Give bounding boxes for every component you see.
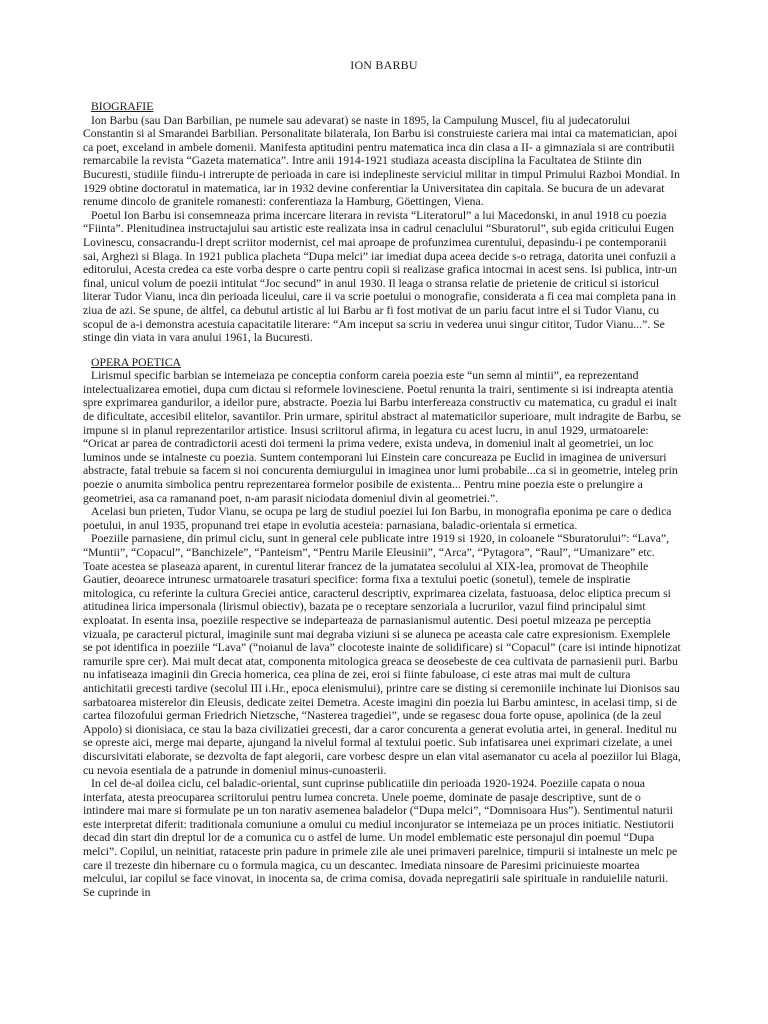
- paragraph: Acelasi bun prieten, Tudor Vianu, se ocupa pe larg de studiul poeziei lui Ion Barbu, in monografia eponima pe care o dedica poetului, in anul 1935, propunand trei etape in evolutia acesteia: parnasiana, baladic-orientala si ermetica.: [83, 505, 672, 532]
- section-biografie: [83, 100, 681, 345]
- paragraph: Lirismul specific barbian se intemeiaza pe conceptia conform careia poezia este “un semn al mintii”, ea reprezentand intelectualizarea emotiei, dupa cum dictau si reformele lovinesciene. Poetul renunta la trairi, sentimente si isi indreapta atentia spre exprimarea gandurilor, a ideilor pure, abstracte. Poezia lui Barbu interfereaza constructiv cu matematica, cu gradul ei inalt de dificultate, accesibil elitelor, savantilor. Prin urmare, spiritul abstract al matematicilor superioare, mult indragite de Barbu, se impune si in planul reprezentarilor artistice. Insusi scriitorul afirma, in legatura cu acest lucru, in anul 1929, urmatoarele: “Oricat ar parea de contradictorii acesti doi termeni la prima vedere, exista undeva, in domeniul inalt al geometriei, un loc luminos unde se intalneste cu poezia. Suntem contemporani lui Einstein care concureaza pe Euclid in imaginea de universuri abstracte, fatal trebuie sa facem si noi concurenta demiurgului in imaginea unor lumi probabile...ca si in geometrie, inteleg prin poezie o anumita simbolica pentru reprezentarea formelor posibile de existenta... Pentru mine poezia este o prelungire a geometriei, asa ca ramanand poet, n-am parasit niciodata domeniul divin al geometriei.”.: [83, 369, 681, 505]
- document-title: ION BARBU: [350, 58, 418, 72]
- section-opera-poetica: [83, 356, 681, 900]
- section-spacer: [83, 345, 681, 356]
- paragraph: Poetul Ion Barbu isi consemneaza prima incercare literara in revista “Literatorul” a lui Macedonski, in anul 1918 cu poezia “Fiinta”. Plenitudinea instructajului sau artistic este realizata insa in cadrul cenaclului “Sburatorul”, sub egida criticului Eugen Lovinescu, consacrandu-l drept scriitor modernist, cel mai aproape de profunzimea curentului, depasindu-i pe contemporanii sai, Arghezi si Blaga. In 1921 publica placheta “Dupa melci” iar imediat dupa aceea decide s-o retraga, datorita unei confuzii a editorului, Acesta credea ca este vorba despre o carte pentru copii si realizase grafica intocmai in acest sens. Isi publica, intr-un final, unicul volum de poezii intitulat “Joc secund” in anul 1930. Il leaga o stransa relatie de prietenie de criticul si istoricul literar Tudor Vianu, inca din perioada liceului, care ii va scrie poetului o monografie, considerata a fi cea mai completa pana in ziua de azi. Se spune, de altfel, ca debutul artistic al lui Barbu ar fi fost motivat de un pariu facut intre el si Tudor Vianu, cu scopul de a-i demonstra acestuia capacitatile literare: “Am inceput sa scriu in vederea unui singur cititor, Tudor Vianu...”. Se stinge din viata in vara anului 1961, la Bucuresti.: [83, 208, 677, 345]
- document-body: [83, 100, 681, 899]
- paragraph: Poeziile parnasiene, din primul ciclu, sunt in general cele publicate intre 1919 si 1920, in coloanele “Sburatorului”: “Lava”, “Muntii”, “Copacul”, “Banchizele”, “Panteism”, “Pentru Marile Eleusinii”, “Arca”, “Pytagora”, “Raul”, “Umanizare” etc. Toate acestea se plaseaza aparent, in curentul literar francez de la jumatatea secolului al XIX-lea, promovat de Theophile Gautier, deoarece intrunesc urmatoarele trasaturi specifice: forma fixa a textului poetic (sonetul), temele de inspiratie mitologica, cu referinte la cultura Greciei antice, caracterul descriptiv, exprimarea cizelata, fastuoasa, deloc eliptica precum si atitudinea lirica impersonala (lirismul obiectiv), bazata pe o receptare senzoriala a lucrurilor, vazul fiind principalul simt exploatat. In esenta insa, poeziile respective se indeparteaza de parnasianismul autentic. Desi poetul mizeaza pe perceptia vizuala, pe caracterul pictural, imaginile sunt mai degraba viziuni si se aluneca pe aceasta cale catre expresionism. Exemplele se pot identifica in poeziile “Lava” (“noianul de lava” clocoteste inainte de solidificare) si “Copacul” (care isi intinde hipnotizat ramurile spre cer). Mai mult decat atat, componenta mitologica greaca se deosebeste de cea cultivata de parnasienii puri. Barbu nu infatiseaza imaginii din Grecia homerica, cea plina de zei, eroi si fiinte fabuloase, ci este atras mai mult de cultura antichitatii grecesti tardive (secolul III i.Hr., epoca elenismului), printre care se disting si ceremoniile inchinate lui Dionisos sau sarbatoarea misterelor din Eleusis, dedicate zeitei Demetra. Aceste imagini din poezia lui Barbu amintesc, in acelasi timp, si de cartea filozofului german Friedrich Nietzsche, “Nasterea tragediei”, unde se regasesc doua forte opuse, apolinica (de la zeul Appolo) si dionisiaca, ce stau la baza civilizatiei grecesti, dar a caror concurenta a generat evolutia artei, in general. Ineditul nu se opreste aici, merge mai departe, ajungand la nivelul formal al textului poetic. Sub infatisarea unei exprimari cizelate, a unei discursivitati elaborate, se dezvolta de fapt alegorii, care vorbesc despre un elan vital asemanator cu acela al poeziilor lui Blaga, cu nevoia esentiala de a patrunde in domeniul minus-cunoasterii.: [83, 532, 681, 777]
- paragraph: Ion Barbu (sau Dan Barbilian, pe numele sau adevarat) se naste in 1895, la Campulung Muscel, fiu al judecatorului Constantin si al Smarandei Barbilian. Personalitate bilaterala, Ion Barbu isi construieste cariera mai intai ca matematician, apoi ca poet, exceland in ambele domenii. Manifesta aptitudini pentru matematica inca din clasa a II- a gimnaziala si are contributii remarcabile la revista “Gazeta matematica”. Intre anii 1914-1921 studiaza aceasta disciplina la Facultatea de Stiinte din Bucuresti, studiile fiindu-i intrerupte de perioada in care isi indeplineste serviciul militar in timpul Primului Razboi Mondial. In 1929 obtine doctoratul in matematica, iar in 1932 devine conferentiar la Universitatea din capitala. Se bucura de un adevarat renume dincolo de granitele romanesti: conferentiaza la Hamburg, Göettingen, Viena.: [83, 113, 680, 209]
- section-heading-opera-poetica: OPERA POETICA: [91, 355, 181, 369]
- paragraph: In cel de-al doilea ciclu, cel baladic-oriental, sunt cuprinse publicatiile din perioada 1920-1924. Poeziile capata o noua interfata, atesta preocuparea scriitorului pentru lumea concreta. Unele poeme, dominate de pasaje descriptive, sunt de o intindere mai mare si formulate pe un ton narativ asemenea baladelor (“Dupa melci”, “Domnisoara Hus”). Sentimentul naturii este interpretat diferit: traditionala comuniune a omului cu mediul inconjurator se intemeiaza pe un proces initiatic. Nestiutorii decad din start din dreptul lor de a comunica cu o astfel de lume. Un model emblematic este personajul din poemul “Dupa melci”. Copilul, un neinitiat, rataceste prin padure in primele zile ale unei primaveri parelnice, timpurii si intalneste un melc pe care il trezeste din hibernare cu o formula magica, cu un descantec. Imediata ninsoare de Paresimi pricinuieste moartea melcului, iar copilul se face vinovat, in inocenta sa, de crima comisa, dovada nepregatirii sale spirituale in randuielile naturii. Se cuprinde in: [83, 777, 678, 899]
- section-heading-biografie: BIOGRAFIE: [91, 100, 154, 113]
